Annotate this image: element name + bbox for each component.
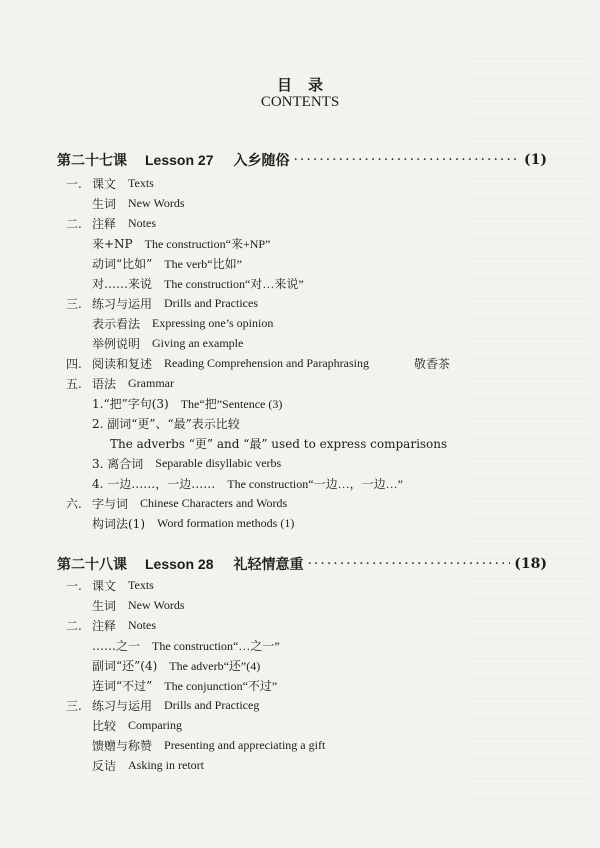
entry-title-cn: 注释 [92,618,117,633]
entry-title-en: The construction“…之一” [152,638,280,653]
entry-title-cn: 生词 [92,196,117,211]
entry-title-en: Notes [128,617,157,632]
entry-title-en: Giving an example [152,335,244,350]
section-marker: 五. [66,376,82,391]
lesson-27-heading[interactable] [57,150,547,170]
toc-entry[interactable] [66,696,259,714]
entry-title-en: The“把”Sentence (3) [180,396,283,411]
section-marker: 三. [66,698,82,713]
entry-title-cn: 馈赠与称赞 [92,738,153,753]
entry-title-cn: 字与词 [92,496,129,511]
entry-title-en: The construction“一边…，一边…” [227,476,403,491]
toc-entry[interactable] [92,716,182,734]
lesson-number-cn: 第二十八课 [57,557,127,573]
entry-subtitle: The adverbs “更” and “最” used to express comparisons [110,436,448,451]
entry-title-en: Separable disyllabic verbs [155,455,282,470]
entry-title-en: Texts [128,577,154,592]
section-marker: 三. [66,296,82,311]
entry-title-en: Chinese Characters and Words [140,495,288,510]
entry-title-cn: 生词 [92,598,117,613]
entry-title-cn: 注释 [92,216,117,231]
entry-title-cn: 举例说明 [92,336,141,351]
lesson-number-en: Lesson 28 [145,556,214,572]
lesson-number-cn: 第二十七课 [57,153,127,169]
toc-entry[interactable] [66,294,258,312]
entry-title-en: The verb“比如” [164,256,242,271]
section-marker: 六. [66,496,82,511]
reading-title: 敬香茶 [414,356,451,371]
toc-entry[interactable] [66,616,156,634]
entry-title-cn: 练习与运用 [92,698,153,713]
toc-entry[interactable] [66,494,287,512]
entry-title-cn: 练习与运用 [92,296,153,311]
entry-title-cn: 连词“不过” [92,678,153,693]
toc-entry[interactable] [66,214,156,232]
entry-title-cn: 语法 [92,376,117,391]
lesson-page-number: (18) [514,556,547,572]
toc-entry[interactable] [92,194,185,212]
lesson-28-heading[interactable] [57,554,547,574]
toc-entry[interactable] [92,334,243,352]
lesson-number-en: Lesson 27 [145,152,214,168]
toc-entry[interactable] [92,656,260,674]
entry-title-en: Grammar [128,375,174,390]
toc-entry[interactable] [92,274,304,292]
toc-entry[interactable] [92,596,185,614]
entry-title-en: Comparing [128,717,183,732]
lesson-title-cn: 入乡随俗 [233,153,290,169]
entry-title-en: The construction“来+NP” [144,236,271,251]
toc-entry[interactable] [66,576,154,594]
entry-title-cn: 4. 一边……，一边…… [92,476,216,491]
toc-entry[interactable] [92,254,242,272]
entry-title-cn: 表示看法 [92,316,141,331]
entry-title-cn: 1.“把”字句(3) [92,396,169,411]
entry-title-cn: 来+NP [92,236,133,251]
entry-title-en: Drills and Practiceg [164,697,260,712]
entry-title-en: Word formation methods (1) [157,515,295,530]
entry-title-en: The construction“对…来说” [164,276,304,291]
entry-title-cn: 对……来说 [92,276,153,291]
page-title-en: CONTENTS [260,94,340,110]
entry-title-cn: 3. 离合词 [92,456,144,471]
entry-title-en: Texts [128,175,154,190]
toc-entry[interactable] [66,374,174,392]
entry-title-cn: 比较 [92,718,117,733]
entry-title-en: The conjunction“不过” [164,678,278,693]
toc-entry[interactable] [110,434,447,452]
entry-title-cn: 阅读和复述 [92,356,153,371]
leader-dots [307,556,510,572]
lesson-page-number: (1) [524,152,547,168]
toc-entry[interactable] [92,514,294,532]
section-marker: 二. [66,216,82,231]
toc-entry[interactable] [92,234,270,252]
toc-entry[interactable] [92,414,240,432]
entry-title-cn: 动词“比如” [92,256,153,271]
entry-title-cn: 2. 副词“更”、“最”表示比较 [92,416,240,431]
entry-title-cn: 课文 [92,578,117,593]
entry-title-cn: 课文 [92,176,117,191]
toc-entry[interactable] [92,474,403,492]
page-title-cn: 目录 [276,76,339,94]
toc-entry[interactable] [66,354,451,372]
toc-entry[interactable] [66,174,154,192]
section-marker: 一. [66,578,82,593]
entry-title-cn: 副词“还”(4) [92,658,158,673]
toc-entry[interactable] [92,454,281,472]
entry-title-en: Reading Comprehension and Paraphrasing [164,355,369,370]
entry-title-en: New Words [128,195,185,210]
toc-entry[interactable] [92,394,282,412]
lesson-title-cn: 礼轻情意重 [233,557,304,573]
entry-title-en: Presenting and appreciating a gift [164,737,326,752]
section-marker: 四. [66,356,82,371]
section-marker: 二. [66,618,82,633]
entry-title-en: New Words [128,597,185,612]
leader-dots [293,152,520,168]
toc-entry[interactable] [92,314,273,332]
entry-title-en: The adverb“还”(4) [169,658,261,673]
entry-title-en: Drills and Practices [164,295,258,310]
entry-title-en: Expressing one’s opinion [152,315,274,330]
section-marker: 一. [66,176,82,191]
toc-entry[interactable] [92,756,204,774]
entry-title-cn: ……之一 [92,638,141,653]
entry-title-cn: 构词法(1) [92,516,145,531]
entry-title-cn: 反诘 [92,758,117,773]
entry-title-en: Asking in retort [128,757,205,772]
toc-entry[interactable] [92,736,325,754]
toc-entry[interactable] [92,676,277,694]
toc-entry[interactable] [92,636,280,654]
entry-title-en: Notes [128,215,157,230]
